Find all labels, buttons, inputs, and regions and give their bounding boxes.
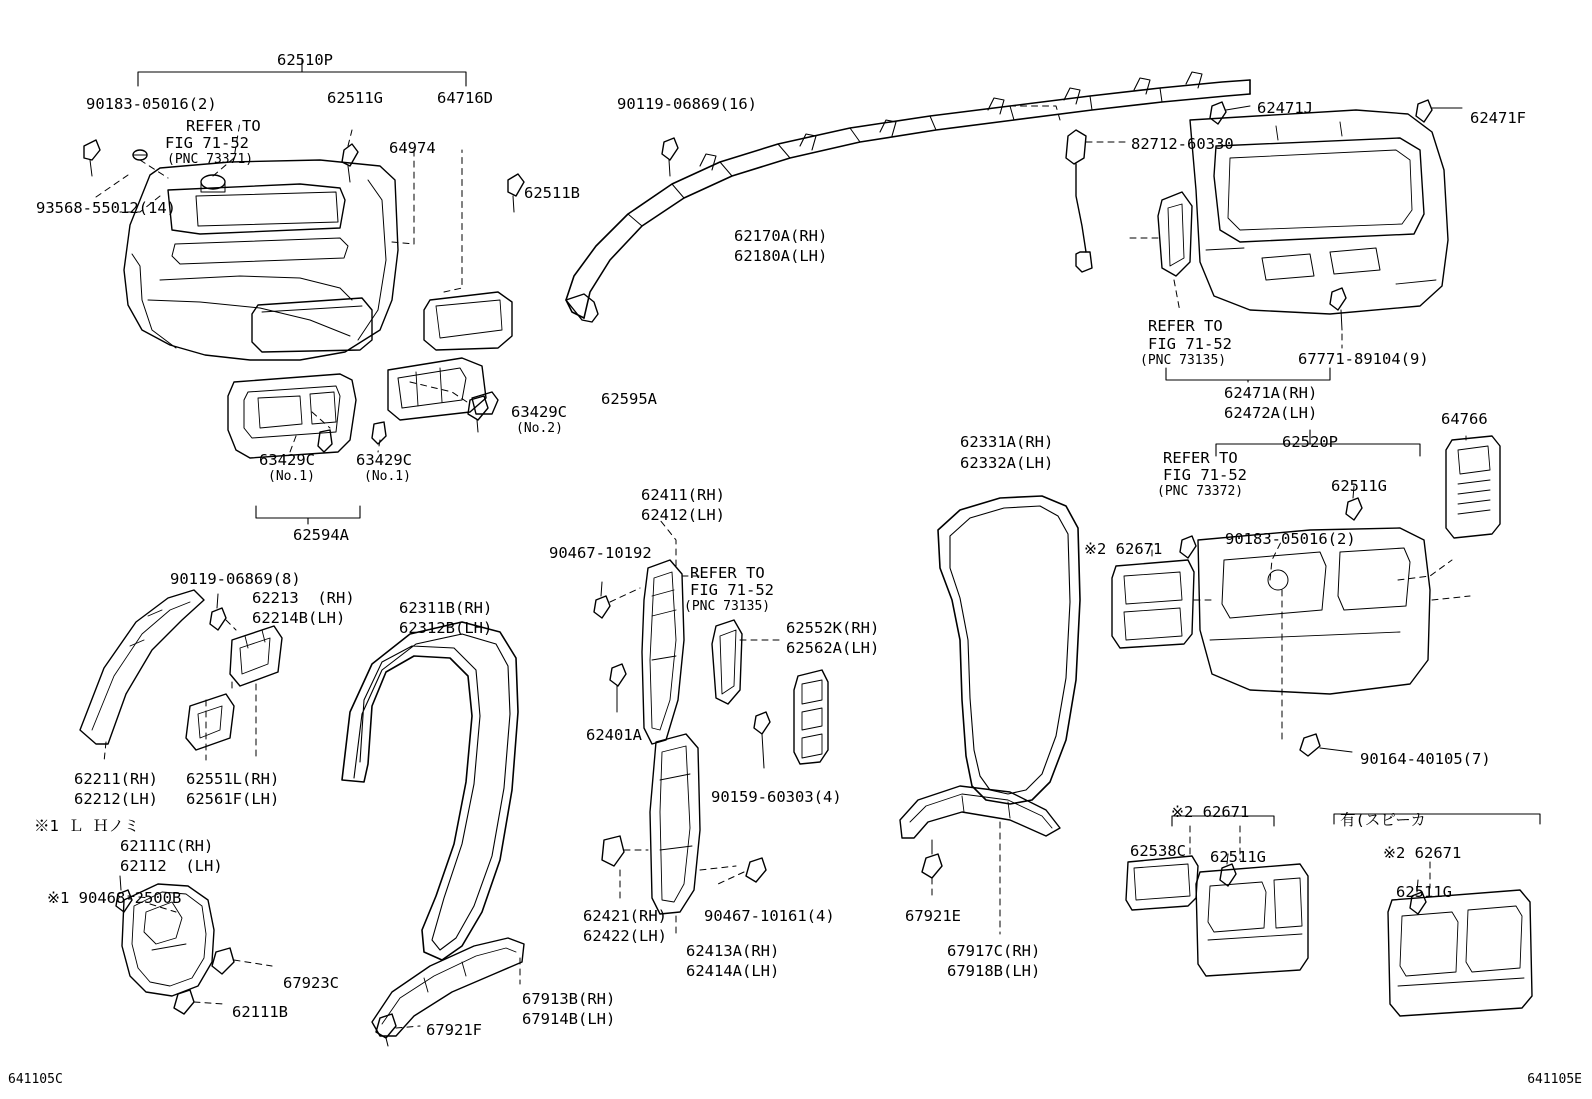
part-62331A-RH: 62331A(RH) [960, 433, 1054, 451]
note-refer-71-52-d: REFER TO [690, 564, 765, 582]
note-fig-71-52-c: FIG 71-52 [1163, 466, 1247, 484]
part-62671-b: ※2 62671 [1171, 803, 1250, 821]
note-pnc-73371: (PNC 73371) [167, 152, 254, 167]
note-mark1-lh: ※1 Ｌ Ｈノミ [34, 817, 140, 835]
part-62562A-LH: 62562A(LH) [786, 639, 880, 657]
part-67921F: 67921F [426, 1021, 482, 1039]
part-62411-RH: 62411(RH) [641, 486, 725, 504]
part-62422-LH: 62422(LH) [583, 927, 667, 945]
note-pnc-73372: (PNC 73372) [1157, 484, 1244, 499]
note-speaker: 有(スピーカ [1340, 811, 1426, 829]
figure-id-right: 641105E [1527, 1072, 1582, 1087]
part-67918B-LH: 67918B(LH) [947, 962, 1041, 980]
note-refer-71-52-b: REFER TO [1148, 317, 1223, 335]
part-90467-10192: 90467-10192 [549, 544, 652, 562]
part-63429C-no1-a-s: (No.1) [268, 469, 315, 484]
part-62421-RH: 62421(RH) [583, 907, 667, 925]
part-62511G-top: 62511G [327, 89, 383, 107]
part-62180A-LH: 62180A(LH) [734, 247, 828, 265]
part-62511G-b: 62511G [1210, 848, 1266, 866]
part-90119-06869-16: 90119-06869(16) [617, 95, 757, 113]
part-67917C-RH: 67917C(RH) [947, 942, 1041, 960]
part-62471F: 62471F [1470, 109, 1526, 127]
part-90159-60303-4: 90159-60303(4) [711, 788, 842, 806]
part-62111B: 62111B [232, 1003, 288, 1021]
part-62538C: 62538C [1130, 842, 1186, 860]
part-62212-LH: 62212(LH) [74, 790, 158, 808]
part-62671-a: ※2 62671 [1084, 540, 1163, 558]
note-pnc-73135-b: (PNC 73135) [1140, 353, 1227, 368]
part-62401A: 62401A [586, 726, 642, 744]
part-62111C-RH: 62111C(RH) [120, 837, 214, 855]
part-90468-2500B: ※1 90468-2500B [47, 889, 182, 907]
note-refer-71-52-a: REFER TO [186, 117, 261, 135]
part-67771-89104-9: 67771-89104(9) [1298, 350, 1429, 368]
part-62511B: 62511B [524, 184, 580, 202]
part-62170A-RH: 62170A(RH) [734, 227, 828, 245]
part-62511G-c: 62511G [1396, 883, 1452, 901]
part-90183-05016-2: 90183-05016(2) [86, 95, 217, 113]
note-fig-71-52-a: FIG 71-52 [165, 134, 249, 152]
part-63429C-no1-b-s: (No.1) [364, 469, 411, 484]
part-90164-40105-7: 90164-40105(7) [1360, 750, 1491, 768]
part-62112-LH: 62112 (LH) [120, 857, 223, 875]
part-62510P: 62510P [277, 51, 333, 69]
note-fig-71-52-d: FIG 71-52 [690, 581, 774, 599]
part-67913B-RH: 67913B(RH) [522, 990, 616, 1008]
part-90119-06869-8: 90119-06869(8) [170, 570, 301, 588]
part-62472A-LH: 62472A(LH) [1224, 404, 1318, 422]
part-62213-RH: 62213 (RH) [252, 589, 355, 607]
part-62552K-RH: 62552K(RH) [786, 619, 880, 637]
part-63429C-no2-sub: (No.2) [516, 421, 563, 436]
part-64974: 64974 [389, 139, 436, 157]
part-63429C-no2: 63429C [511, 403, 567, 421]
part-90183-05016-2b: 90183-05016(2) [1225, 530, 1356, 548]
part-93568-55012-14: 93568-55012(14) [36, 199, 176, 217]
part-62413A-RH: 62413A(RH) [686, 942, 780, 960]
part-62332A-LH: 62332A(LH) [960, 454, 1054, 472]
part-62214B-LH: 62214B(LH) [252, 609, 346, 627]
part-62311B-RH: 62311B(RH) [399, 599, 493, 617]
part-62561F-LH: 62561F(LH) [186, 790, 280, 808]
part-62414A-LH: 62414A(LH) [686, 962, 780, 980]
part-90467-10161-4: 90467-10161(4) [704, 907, 835, 925]
figure-id-left: 641105C [8, 1072, 63, 1087]
part-62471A-RH: 62471A(RH) [1224, 384, 1318, 402]
part-62671-c: ※2 62671 [1383, 844, 1462, 862]
part-62595A: 62595A [601, 390, 657, 408]
note-fig-71-52-b: FIG 71-52 [1148, 335, 1232, 353]
part-63429C-no1-a: 63429C [259, 451, 315, 469]
part-82712-60330: 82712-60330 [1131, 135, 1234, 153]
part-62211-RH: 62211(RH) [74, 770, 158, 788]
part-62520P: 62520P [1282, 433, 1338, 451]
part-62594A: 62594A [293, 526, 349, 544]
part-62312B-LH: 62312B(LH) [399, 619, 493, 637]
note-refer-71-52-c: REFER TO [1163, 449, 1238, 467]
part-64716D: 64716D [437, 89, 493, 107]
part-62511G-right: 62511G [1331, 477, 1387, 495]
note-pnc-73135-d: (PNC 73135) [684, 599, 771, 614]
part-62551L-RH: 62551L(RH) [186, 770, 280, 788]
part-67923C: 67923C [283, 974, 339, 992]
part-62412-LH: 62412(LH) [641, 506, 725, 524]
part-63429C-no1-b: 63429C [356, 451, 412, 469]
part-67914B-LH: 67914B(LH) [522, 1010, 616, 1028]
part-62471J: 62471J [1257, 99, 1313, 117]
part-67921E: 67921E [905, 907, 961, 925]
part-64766: 64766 [1441, 410, 1488, 428]
